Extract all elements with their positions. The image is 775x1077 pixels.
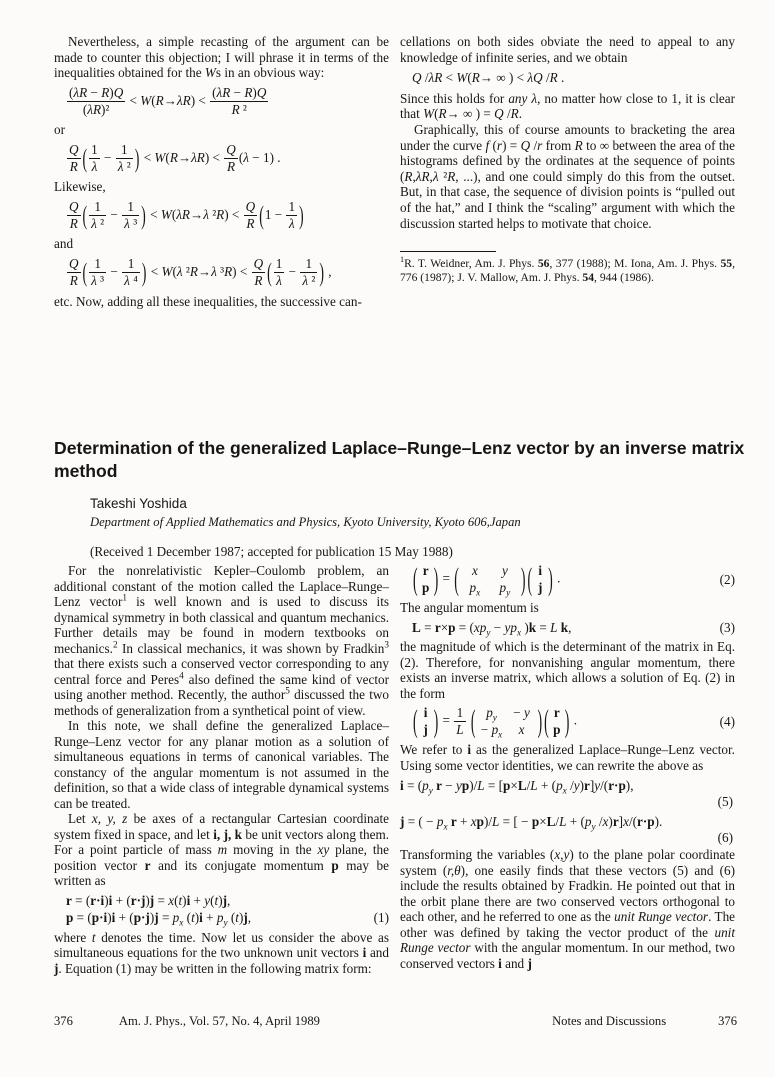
equation-label: (6) (717, 829, 733, 845)
footer-right-group (552, 1014, 737, 1030)
display-equation: $\frac{Q}{R}$ ( $\frac{1}{\lambda}$ − $\frac{1}{\text{λ ²}}$ ) < W(R→λR) < $\frac{Q}{R}$ (λ − 1) . (69, 141, 281, 175)
equation-line: ( r p ) = ( x y $p_x$ $p_y$ ) ( i j ) . (413, 561, 561, 598)
paragraph: Since this holds for any λ, no matter how close to 1, it is clear that W(R→ ∞ ) = Q /R. (400, 90, 735, 122)
equation-label: (3) (719, 619, 735, 635)
display-equation: $\frac{(\lambda R - R)Q}{\text{(λR)²}}$ < W(R→λR) < $\frac{(\lambda R - R)Q}{\text{R ²}}$ (69, 84, 267, 118)
footer-section-title: Notes and Discussions (552, 1014, 667, 1028)
notes-article-end (54, 34, 735, 309)
author-name: Takeshi Yoshida (90, 496, 187, 511)
article1-column-right (400, 34, 735, 309)
footer-page-number-left: 376 (54, 1014, 73, 1028)
paragraph: where t denotes the time. Now let us consider the above as simultaneous equations for the two unknown unit vectors i and j. Equation (1) may be written in the following matrix form: (54, 929, 390, 976)
paragraph: etc. Now, adding all these inequalities, the successive can- (54, 293, 362, 309)
footnote-rule (400, 251, 496, 252)
display-equation (412, 563, 735, 596)
equation-label: (4) (719, 713, 735, 729)
equation-label: (1) (373, 910, 389, 926)
display-equation (66, 893, 389, 909)
equation-line: $p = (p\cdot i)i + (p\cdot j)j = p_x$ $(t)i + p_y$ (t)j, (66, 910, 252, 928)
display-equation: $\frac{Q}{R}$ ( $\frac{1}{\text{λ ³}}$ − $\frac{1}{\text{λ ⁴}}$ ) < W(λ ²R→λ ³R) < $\frac{Q}{R}$ ( $\frac{1}{\lambda}$ − $\frac{1}{\text{λ ²}}$ ) , (69, 256, 332, 289)
footer-spacer (73, 1014, 119, 1030)
article-title: Determination of the generalized Laplace–Runge–Lenz vector by an inverse matrix method (54, 438, 745, 481)
equation-label: (2) (719, 571, 735, 587)
equation-line: r = (r·i)i + (r·j)j = x(t)i + y(t)j, (66, 892, 231, 908)
author-affiliation: Department of Applied Mathematics and Physics, Kyoto University, Kyoto 606,Japan (90, 514, 521, 529)
article2-column-right (400, 563, 735, 976)
display-equation: $i = (p_y$ $r - yp)/L = [p\times L/L + (p_x$ /y)r]y/(r·p), (400, 778, 634, 796)
article1-column-left (54, 34, 389, 309)
display-equation: $\frac{Q}{R}$ ( $\frac{1}{\text{λ ²}}$ − $\frac{1}{\text{λ ³}}$ ) < W(λR→λ ²R) < $\frac{Q}{R}$ (1 − $\frac{1}{\lambda}$ ) (69, 198, 304, 232)
paragraph: the magnitude of which is the determinant of the matrix in Eq. (2). Therefore, for nonvanishing angular momentum, there exists an inverse matrix, which allows a solution of Eq. (2) in the form (400, 639, 735, 701)
article2-header (54, 437, 746, 560)
paragraph: In this note, we shall define the generalized Laplace–Runge–Lenz vector for any planar motion as a solution of simultaneous equations in terms of canonical variables. The constancy of the angular momentum is not assumed in the definition, so that a wide class of integrable dynamical systems can be treated. (54, 718, 389, 811)
display-equation (66, 910, 389, 926)
equation-line: $L = r\times p = (xp_y - yp_x$ )k = L k, (412, 619, 572, 638)
display-equation (412, 620, 735, 636)
footer-journal-citation: Am. J. Phys., Vol. 57, No. 4, April 1989 (118, 1014, 320, 1028)
connector-word: Likewise, (54, 179, 106, 195)
display-equation (412, 705, 735, 738)
paragraph: For the nonrelativistic Kepler–Coulomb problem, an additional constant of the motion called the Laplace–Runge–Lenz vector$^1$ is well known and is used to discuss its dynamical symmetry in both classical and quantum mechanics. Further details may be found in modern textbooks on mechanics.$^2$ In classical mechanics, it was shown by Fradkin$^3$ that there exists such a conserved vector corresponding to any central force and Peres$^4$ also defined the same kind of vector using another method. Recently, the author$^5$ discussed the two methods of generalization from a synthetical point of view. (54, 563, 389, 718)
paragraph: Transforming the variables (x,y) to the plane polar coordinate system (r,θ), one easily finds that these vectors (5) and (6) include the results obtained by Fradkin. He pointed out that in the orbit plane there are two conserved vectors orthogonal to each other, and he referred to one as the unit Runge vector. The other was defined by taking the vector product of the unit Runge vector with the angular momentum. In our method, two conserved vectors i and j (400, 847, 736, 971)
paragraph: The angular momentum is (400, 600, 539, 615)
article2-column-left (54, 563, 389, 976)
equation-line: ( i j ) = $\frac{1}{L}$ ( $p_y$ − y − $p_x$ x ) ( r p ) . (413, 703, 578, 740)
paragraph: We refer to i as the generalized Laplace–Runge–Lenz vector. Using some vector identities, we can rewrite the above as (400, 742, 735, 773)
footnote-references: $^1$R. T. Weidner, Am. J. Phys. 56, 377 (1988); M. Iona, Am. J. Phys. 55, 776 (1987); J. V. Mallow, Am. J. Phys. 54, 944 (1986). (400, 255, 735, 284)
paragraph: Graphically, this of course amounts to bracketing the area under the curve f (r) = Q /r from R to ∞ between the area of the histograms defined by the ordinates at the sequence of points (R,λR,λ ²R, ...), and one could simply do this from the outset. But, in that case, the sequence of division points is “pulled out of the hat,” and I think the “scaling” argument with which the discussion started helps to motivate that choice. (400, 121, 735, 231)
page-footer (54, 1014, 737, 1030)
display-equation: j = ( − $p_x$ r + xp)/L = [ − $p\times L/L + (p_y$ /x)r]x/(r·p). (400, 814, 663, 832)
footer-spacer (666, 1014, 718, 1030)
paragraph: cellations on both sides obviate the need to appeal to any knowledge of infinite series, and we obtain (400, 34, 735, 65)
paragraph: Let x, y, z be axes of a rectangular Cartesian coordinate system fixed in space, and let i, j, k be unit vectors along them. For a point particle of mass m moving in the xy plane, the position vector r and its conjugate momentum p may be written as (54, 811, 390, 888)
connector-word: or (54, 122, 65, 138)
received-dates: (Received 1 December 1987; accepted for publication 15 May 1988) (90, 544, 453, 560)
display-equation: Q /λR < W(R→ ∞ ) < λQ /R . (412, 70, 565, 86)
article2-body (54, 563, 735, 976)
connector-word: and (54, 236, 74, 252)
footer-page-number-right: 376 (718, 1014, 737, 1028)
paragraph: Nevertheless, a simple recasting of the argument can be made to counter this objection; I will phrase it in terms of the inequalities obtained for the Ws in an obvious way: (54, 34, 389, 81)
equation-label: (5) (717, 793, 733, 809)
